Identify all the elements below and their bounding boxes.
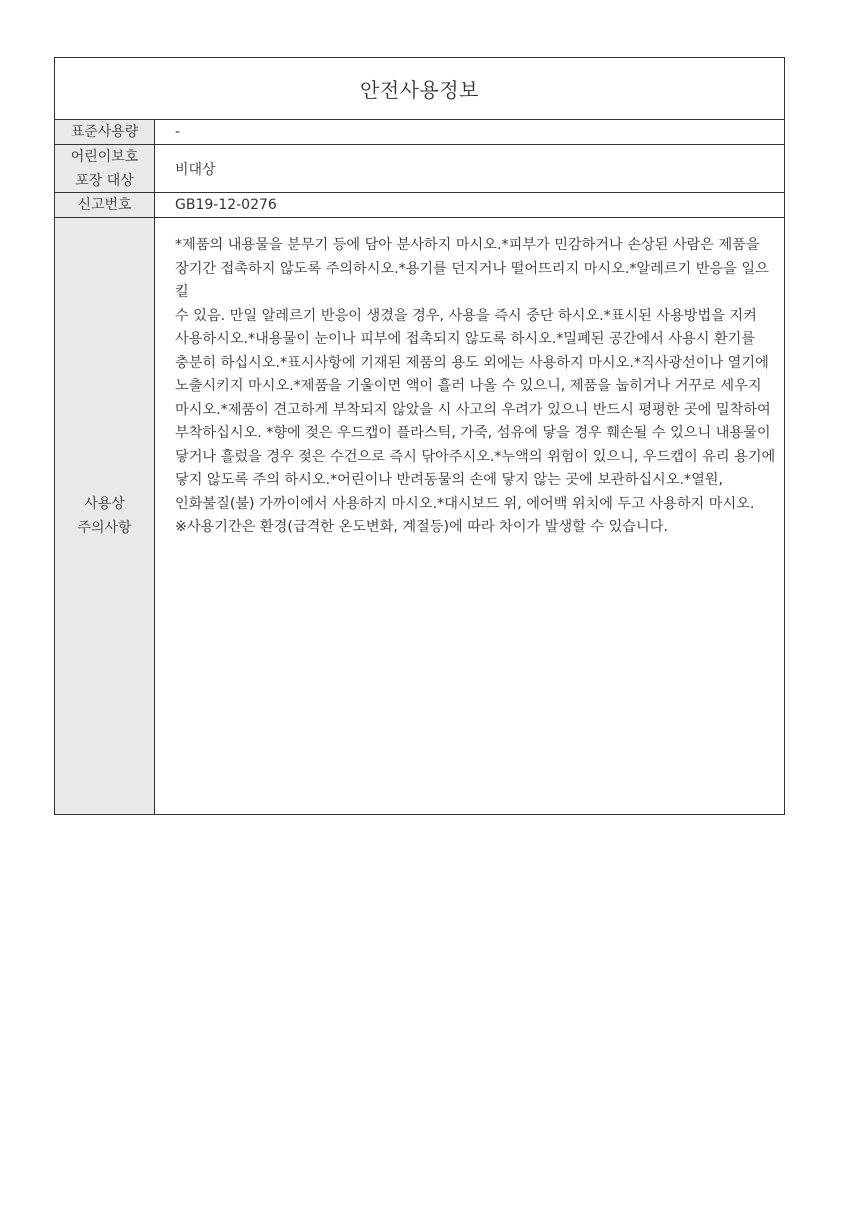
safety-info-table xyxy=(54,57,785,815)
precaution-line: 노출시키지 마시오.*제품을 기울이면 액이 흘러 나올 수 있으니, 제품을 눕히거나 거꾸로 세우지 xyxy=(175,378,762,394)
precaution-line: 닿거나 흘렀을 경우 젖은 수건으로 즉시 닦아주시오.*누액의 위험이 있으니, 우드캡이 유리 용기에 xyxy=(175,448,776,465)
row-value: 비대상 xyxy=(175,161,216,178)
row-label: 신고번호 xyxy=(55,193,155,217)
table-row-precautions xyxy=(55,218,784,814)
precaution-line: 장기간 접촉하지 않도록 주의하시오.*용기를 던지거나 떨어뜨리지 마시오.*알레르기 반응을 일으킬 xyxy=(175,260,769,300)
precaution-line: 수 있음. 만일 알레르기 반응이 생겼을 경우, 사용을 즉시 중단 하시오.*표시된 사용방법을 지켜 xyxy=(175,307,757,324)
precaution-line: 사용하시오.*내용물이 눈이나 피부에 접촉되지 않도록 하시오.*밀폐된 공간에서 사용시 환기를 xyxy=(175,331,756,347)
row-value: - xyxy=(175,124,181,140)
row-label: 사용상 주의사항 xyxy=(55,218,155,814)
precaution-line: 닿지 않도록 주의 하시오.*어린이나 반려동물의 손에 닿지 않는 곳에 보관하십시오.*열원, xyxy=(175,472,723,488)
table-row-report-number xyxy=(55,193,784,218)
precaution-line: 인화불질(불) 가까이에서 사용하지 마시오.*대시보드 위, 에어백 위치에 두고 사용하지 마시오. xyxy=(175,495,755,512)
precaution-line: 마시오.*제품이 견고하게 부착되지 않았을 시 사고의 우려가 있으니 반드시 평평한 곳에 밀착하여 xyxy=(175,401,771,418)
table-row-standard-usage xyxy=(55,120,784,145)
row-value: GB19-12-0276 xyxy=(175,197,277,213)
row-label: 어린이보호 포장 대상 xyxy=(55,145,155,192)
precautions-text xyxy=(155,218,784,814)
precaution-line: *제품의 내용물을 분무기 등에 담아 분사하지 마시오.*피부가 민감하거나 손상된 사람은 제품을 xyxy=(175,237,760,253)
table-row-child-protection xyxy=(55,145,784,193)
table-title: 안전사용정보 xyxy=(55,58,784,120)
precaution-line: 충분히 하십시오.*표시사항에 기재된 제품의 용도 외에는 사용하지 마시오.*직사광선이나 열기에 xyxy=(175,354,769,371)
precaution-line: 부착하십시오. *향에 젖은 우드캡이 플라스틱, 가죽, 섬유에 닿을 경우 훼손될 수 있으니 내용물이 xyxy=(175,425,771,441)
row-label: 표준사용량 xyxy=(55,120,155,144)
precaution-line: ※사용기간은 환경(급격한 온도변화, 계절등)에 따라 차이가 발생할 수 있습니다. xyxy=(175,519,668,535)
